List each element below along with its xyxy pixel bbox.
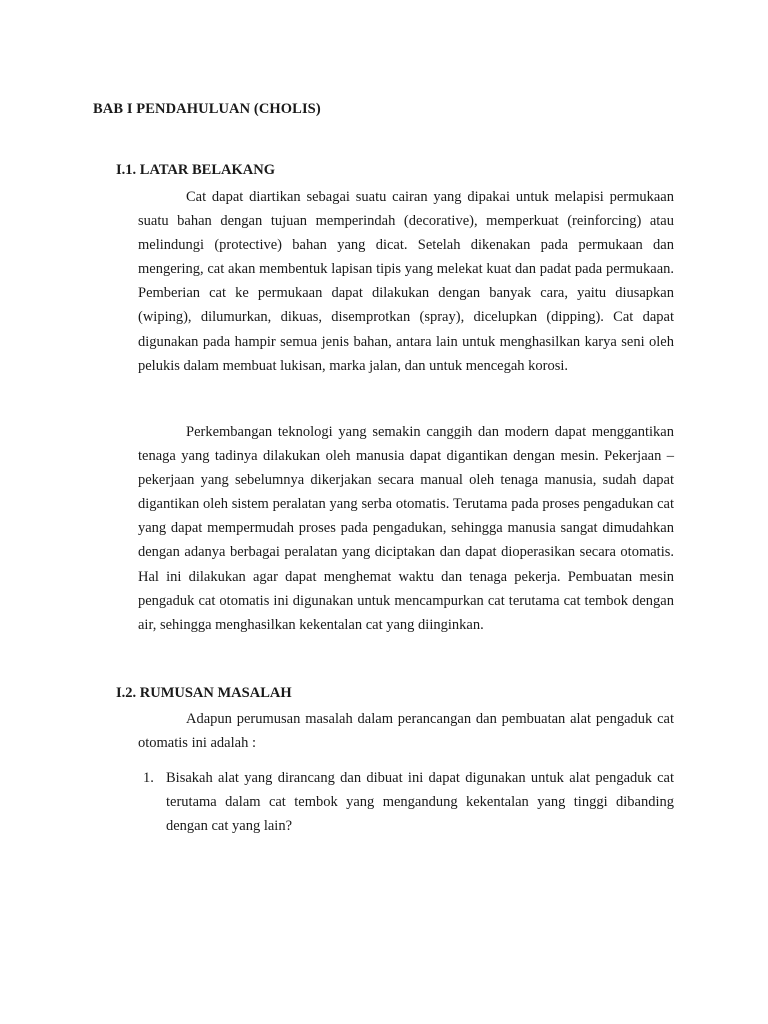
list-item xyxy=(138,766,674,838)
paragraph: Adapun perumusan masalah dalam perancangan dan pembuatan alat pengaduk cat otomatis ini adalah : xyxy=(138,711,674,752)
chapter-title: BAB I PENDAHULUAN (CHOLIS) xyxy=(93,101,321,117)
paragraph: Perkembangan teknologi yang semakin canggih dan modern dapat menggantikan tenaga yang tadinya dilakukan oleh manusia dapat digantikan dengan mesin. Pekerjaan – pekerjaan yang sebelumnya dikerjakan secara manual oleh tenaga manusia, sudah dapat digantikan oleh sistem peralatan yang serba otomatis. Terutama pada proses pengadukan cat yang dapat mempermudah proses pada pengadukan, sehingga manusia sangat dimudahkan dengan adanya berbagai peralatan yang diciptakan dan dapat dioperasikan secara otomatis. Hal ini dilakukan agar dapat menghemat waktu dan tenaga pekerja. Pembuatan mesin pengaduk cat otomatis ini digunakan untuk mencampurkan cat terutama cat tembok dengan air, sehingga menghasilkan kekentalan cat yang diinginkan. xyxy=(138,424,674,633)
numbered-list xyxy=(138,766,674,838)
list-item-number: 1. xyxy=(143,770,154,786)
section-heading-rumusan-masalah: I.2. RUMUSAN MASALAH xyxy=(116,685,292,701)
paragraph: Cat dapat diartikan sebagai suatu cairan yang dipakai untuk melapisi permukaan suatu bahan dengan tujuan memperindah (decorative), memperkuat (reinforcing) atau melindungi (protective) bahan yang dicat. Setelah dikenakan pada permukaan dan mengering, cat akan membentuk lapisan tipis yang melekat kuat dan padat pada permukaan. Pemberian cat ke permukaan dapat dilakukan dengan banyak cara, yaitu diusapkan (wiping), dilumurkan, dikuas, disemprotkan (spray), dicelupkan (dipping). Cat dapat digunakan pada hampir semua jenis bahan, antara lain untuk menghasilkan karya seni oleh pelukis dalam membuat lukisan, marka jalan, dan untuk mencegah korosi. xyxy=(138,189,674,374)
list-item-text: Bisakah alat yang dirancang dan dibuat ini dapat digunakan untuk alat pengaduk cat terutama dalam cat tembok yang mengandung kekentalan yang tinggi dibanding dengan cat yang lain? xyxy=(166,770,674,835)
section-heading-latar-belakang: I.1. LATAR BELAKANG xyxy=(116,162,275,178)
